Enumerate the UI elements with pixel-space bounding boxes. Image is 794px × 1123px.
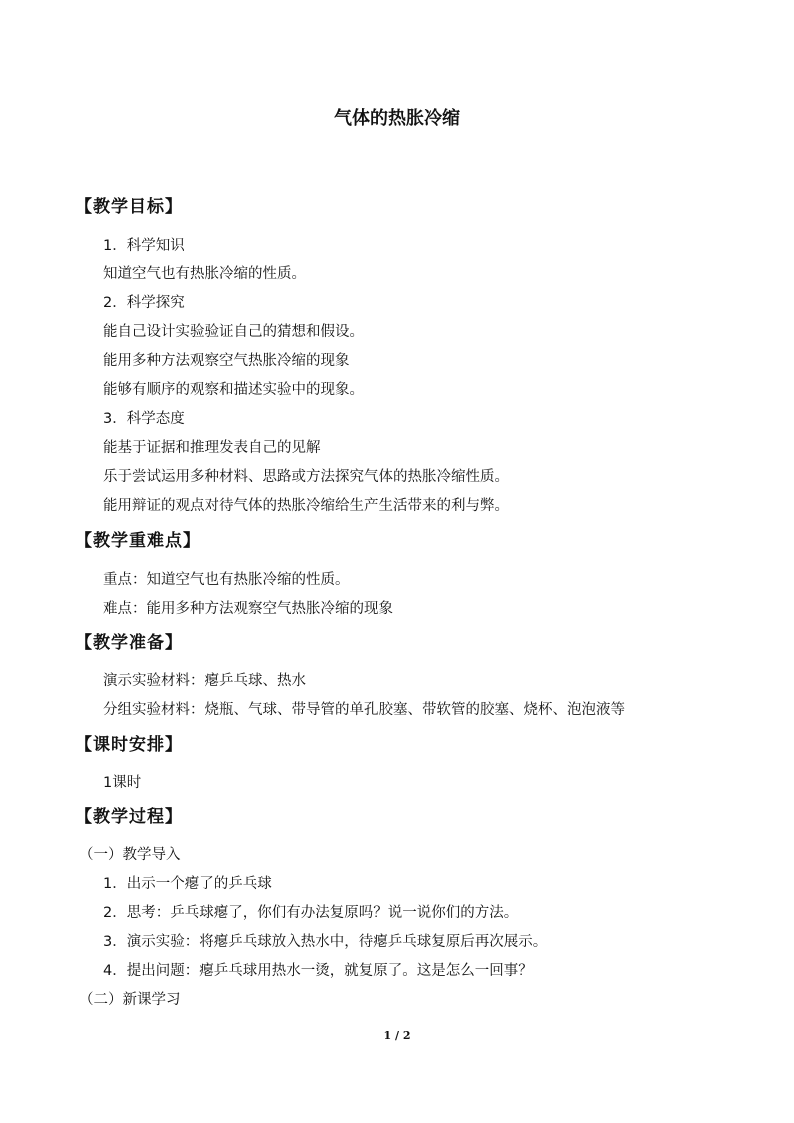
section-heading-goals: 【教学目标】 — [75, 197, 183, 217]
prep-line-1: 演示实验材料：瘪乒乓球、热水 — [103, 673, 306, 689]
prep-line-2: 分组实验材料：烧瓶、气球、带导管的单孔胶塞、带软管的胶塞、烧杯、泡泡液等 — [103, 702, 625, 718]
goals-line-5: 能用多种方法观察空气热胀冷缩的现象 — [103, 353, 350, 369]
section-heading-schedule: 【课时安排】 — [75, 735, 183, 755]
goals-line-8: 能基于证据和推理发表自己的见解 — [103, 440, 321, 456]
goals-line-1: 1．科学知识 — [103, 238, 185, 254]
goals-line-7: 3．科学态度 — [103, 411, 185, 427]
goals-line-2: 知道空气也有热胀冷缩的性质。 — [103, 266, 306, 282]
goals-line-10: 能用辩证的观点对待气体的热胀冷缩给生产生活带来的利与弊。 — [103, 498, 509, 514]
goals-line-4: 能自己设计实验验证自己的猜想和假设。 — [103, 324, 364, 340]
document-title: 气体的热胀冷缩 — [334, 108, 460, 129]
section-heading-process: 【教学过程】 — [75, 807, 183, 827]
page-number: 1 / 2 — [383, 1029, 411, 1042]
process-line-4: 4．提出问题：瘪乒乓球用热水一烫，就复原了。这是怎么一回事？ — [103, 963, 533, 979]
section-heading-keypoints: 【教学重难点】 — [75, 531, 201, 551]
goals-line-3: 2．科学探究 — [103, 295, 185, 311]
process-subheading-1: （一）教学导入 — [79, 847, 181, 863]
goals-line-6: 能够有顺序的观察和描述实验中的现象。 — [103, 382, 364, 398]
process-line-1: 1．出示一个瘪了的乒乓球 — [103, 876, 272, 892]
keypoints-line-1: 重点：知道空气也有热胀冷缩的性质。 — [103, 572, 350, 588]
goals-line-9: 乐于尝试运用多种材料、思路或方法探究气体的热胀冷缩性质。 — [103, 469, 509, 485]
process-line-2: 2．思考：乒乓球瘪了，你们有办法复原吗？说一说你们的方法。 — [103, 905, 519, 921]
schedule-line-1: 1课时 — [103, 775, 142, 791]
keypoints-line-2: 难点：能用多种方法观察空气热胀冷缩的现象 — [103, 601, 393, 617]
process-subheading-2: （二）新课学习 — [79, 992, 181, 1008]
section-heading-prep: 【教学准备】 — [75, 633, 183, 653]
process-line-3: 3．演示实验：将瘪乒乓球放入热水中，待瘪乒乓球复原后再次展示。 — [103, 934, 548, 950]
